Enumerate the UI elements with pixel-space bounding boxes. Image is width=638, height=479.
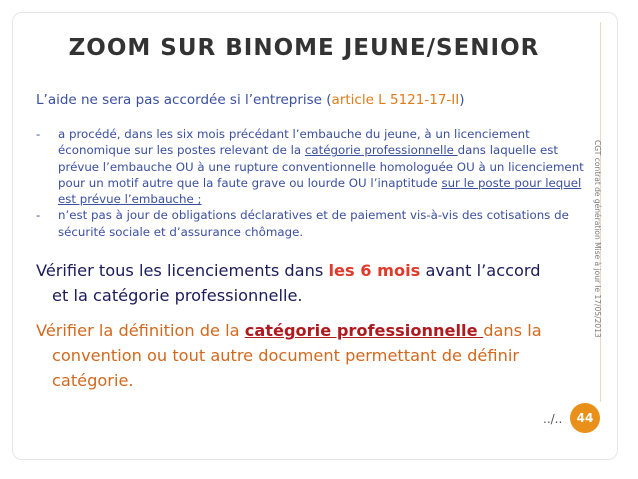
intro-before: L’aide ne sera pas accordée si l’entreprise (: [36, 92, 332, 108]
verify-text: Vérifier la définition de la: [36, 321, 245, 340]
categorie-professionnelle: catégorie professionnelle: [244, 321, 484, 340]
verify-line: et la catégorie professionnelle.: [52, 286, 303, 305]
slide-title: ZOOM SUR BINOME JEUNE/SENIOR: [68, 35, 540, 61]
highlight-6-mois: les 6 mois: [328, 261, 421, 280]
intro-text: [36, 92, 465, 108]
bullet-text: dans laquelle est prévue l’embauche OU à une rupture conventionnelle homologuée OU à un licenciement pour un motif autre que la faute grave ou lourde OU l’inaptitude: [58, 143, 584, 190]
verify-line: convention ou tout autre document permettant de définir: [52, 346, 519, 365]
side-caption-text: CGT contrat de génération Mise à jour le 17/05/2013: [593, 140, 602, 338]
verify-line: [36, 258, 576, 283]
bullet-text: a procédé, dans les six mois précédant l’embauche du jeune, à un licenciement économique sur les postes relevant de la: [58, 127, 530, 158]
bullet-dash: -: [36, 208, 41, 223]
verify-line: catégorie.: [52, 371, 134, 390]
verify-text: Vérifier tous les licenciements dans: [36, 261, 329, 280]
underlined-text: catégorie professionnelle: [304, 143, 458, 158]
article-reference: article L 5121-17-II: [331, 92, 460, 108]
verify-licenciements: [36, 258, 576, 308]
verify-line: [36, 318, 576, 343]
verify-text: avant l’accord: [420, 261, 541, 280]
side-caption: [588, 140, 602, 350]
bullet-item-cotisations: [36, 207, 596, 240]
bullet-item-licenciement: [36, 126, 596, 207]
bullet-text: n’est pas à jour de obligations déclaratives et de paiement vis-à-vis des cotisations de sécurité sociale et d’assurance chômage.: [58, 208, 569, 239]
verify-categorie: [36, 318, 576, 393]
verify-text: dans la: [483, 321, 542, 340]
continuation-mark: ../..: [543, 412, 563, 426]
page-number-badge: 44: [570, 403, 600, 433]
intro-after: ): [459, 92, 465, 108]
bullet-dash: -: [36, 127, 41, 141]
bullet-list: [36, 126, 596, 240]
underlined-text: sur le poste pour lequel est prévue l’embauche ;: [58, 175, 582, 207]
